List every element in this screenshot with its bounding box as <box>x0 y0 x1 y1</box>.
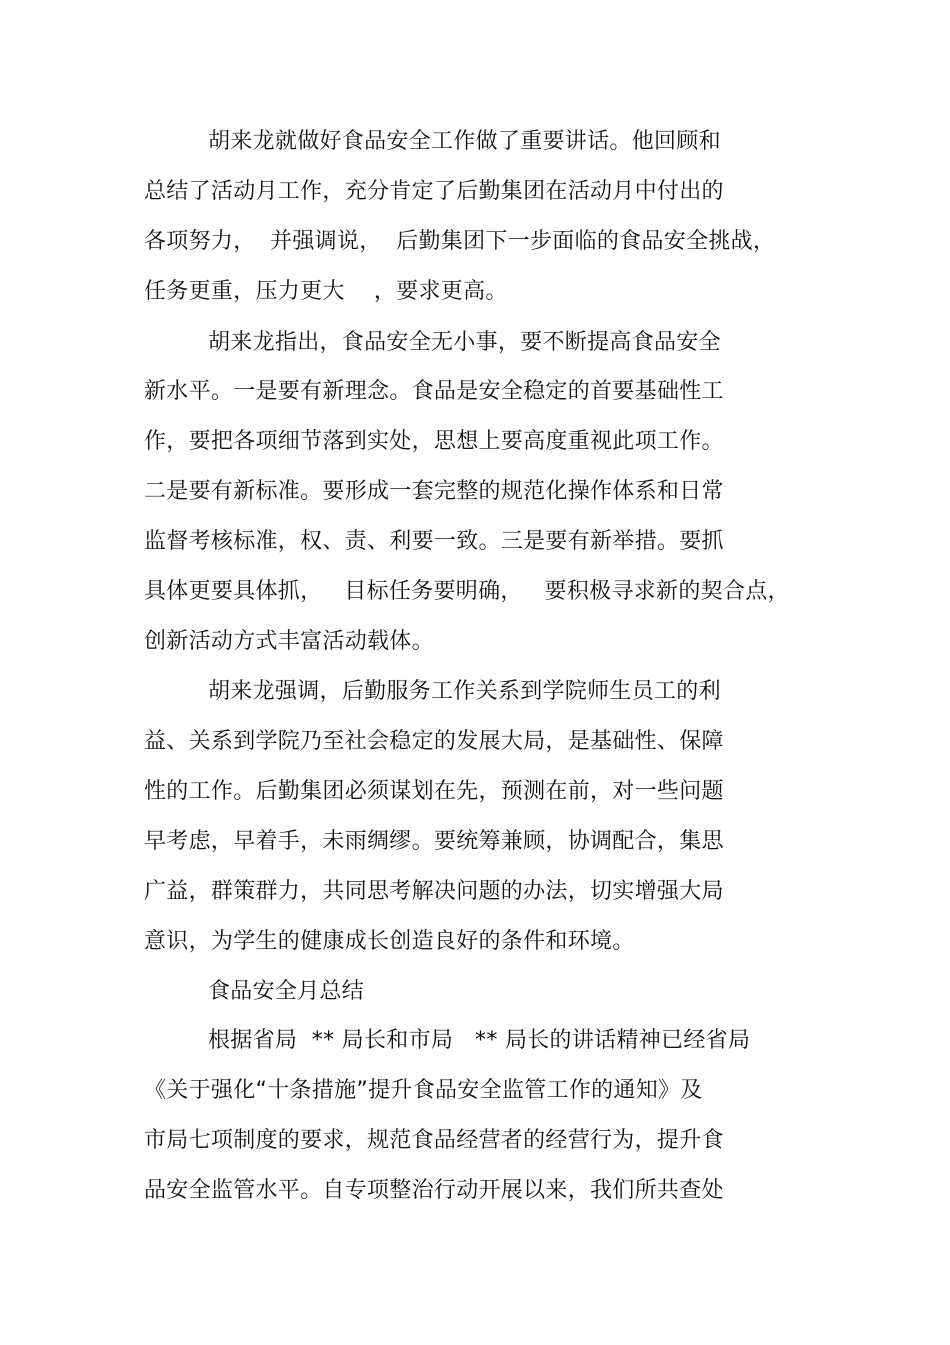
paragraph-3-line-1: 胡来龙强调，后勤服务工作关系到学院师生员工的利 <box>208 679 721 704</box>
paragraph-3-line-6: 意识，为学生的健康成长创造良好的条件和环境。 <box>144 929 635 954</box>
paragraph-5-line-4: 品安全监管水平。自专项整治行动开展以来，我们所共查处 <box>144 1178 724 1203</box>
paragraph-2-line-3: 作，要把各项细节落到实处，思想上要高度重视此项工作。 <box>144 429 724 454</box>
paragraph-3-line-3: 性的工作。后勤集团必须谋划在先，预测在前，对一些问题 <box>144 779 724 804</box>
paragraph-2-line-5: 监督考核标准，权、责、利要一致。三是要有新举措。要抓 <box>144 529 724 554</box>
paragraph-1-line-1: 胡来龙就做好食品安全工作做了重要讲话。他回顾和 <box>208 129 721 154</box>
section-heading: 食品安全月总结 <box>208 979 365 1004</box>
paragraph-2-line-4: 二是要有新标准。要形成一套完整的规范化操作体系和日常 <box>144 479 724 504</box>
paragraph-5-line-1: 根据省局 ** 局长和市局 ** 局长的讲话精神已经省局 <box>208 1028 751 1053</box>
paragraph-2-line-2: 新水平。一是要有新理念。食品是安全稳定的首要基础性工 <box>144 379 724 404</box>
paragraph-5-line-2: 《关于强化“十条措施”提升食品安全监管工作的通知》及 <box>144 1078 703 1103</box>
paragraph-2-line-1: 胡来龙指出，食品安全无小事，要不断提高食品安全 <box>208 330 721 355</box>
paragraph-2-line-7: 创新活动方式丰富活动载体。 <box>144 629 434 654</box>
paragraph-1-line-2: 总结了活动月工作，充分肯定了后勤集团在活动月中付出的 <box>144 179 724 204</box>
paragraph-3-line-4: 早考虑，早着手，未雨绸缪。要统筹兼顾，协调配合，集思 <box>144 829 724 854</box>
paragraph-5-line-3: 市局七项制度的要求，规范食品经营者的经营行为，提升食 <box>144 1128 724 1153</box>
paragraph-2-line-6: 具体更要具体抓， 目标任务要明确， 要积极寻求新的契合点， <box>144 579 790 604</box>
paragraph-1-line-4: 任务更重，压力更大 ，要求更高。 <box>144 279 508 304</box>
paragraph-3-line-2: 益、关系到学院乃至社会稳定的发展大局，是基础性、保障 <box>144 729 724 754</box>
paragraph-1-line-3: 各项努力， 并强调说， 后勤集团下一步面临的食品安全挑战， <box>144 229 776 254</box>
paragraph-3-line-5: 广益，群策群力，共同思考解决问题的办法，切实增强大局 <box>144 879 724 904</box>
